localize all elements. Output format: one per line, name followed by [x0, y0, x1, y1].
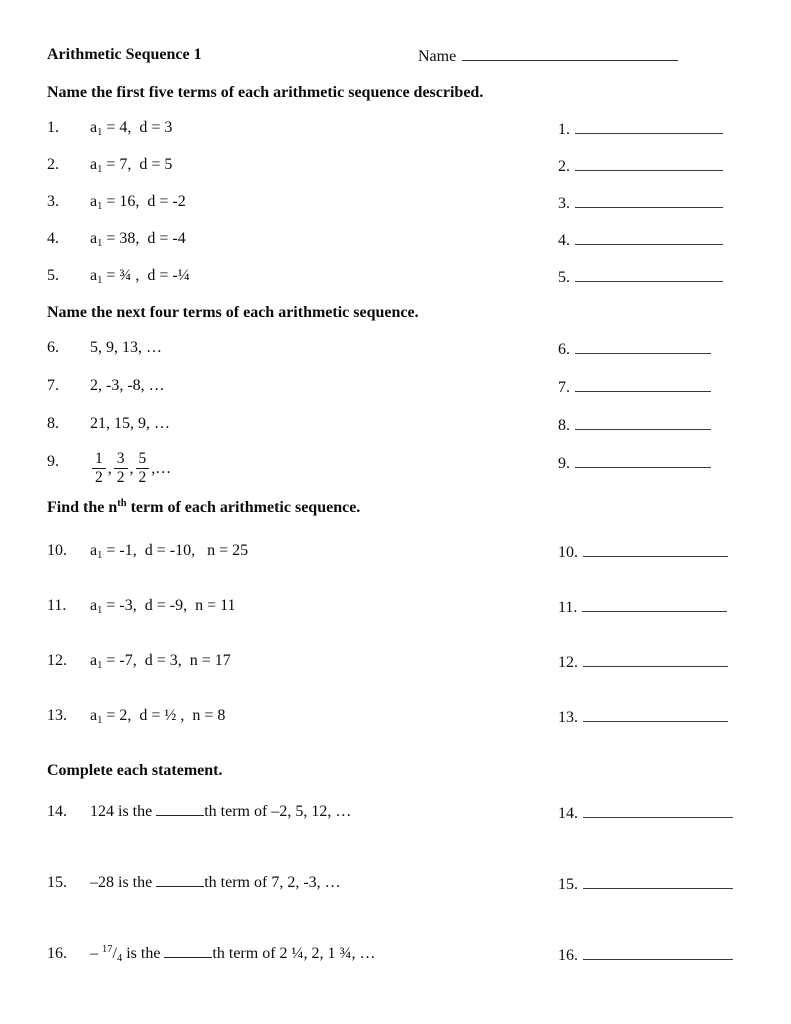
text-segment: Find the n	[47, 498, 118, 516]
text-segment: a	[90, 651, 98, 669]
problem-row	[47, 801, 771, 824]
problem-number: 10.	[47, 541, 67, 559]
problem-number: 4.	[47, 230, 59, 247]
answer-blank-line	[575, 337, 711, 354]
problem-row	[47, 154, 771, 177]
answer-blank-line	[575, 228, 723, 245]
problem-row	[47, 595, 771, 618]
problem	[47, 375, 558, 398]
answer-number: 16.	[558, 946, 578, 964]
problem-text	[90, 265, 190, 288]
section	[47, 82, 771, 288]
text-segment: 2, -3, -8, …	[90, 377, 165, 394]
text-segment: = 7, d = 5	[102, 156, 173, 173]
fill-in-blank	[164, 943, 212, 958]
worksheet-sections	[47, 82, 771, 966]
problem-row	[47, 943, 771, 966]
text-segment: ,	[107, 459, 112, 477]
text-segment: = -3, d = -9, n = 11	[102, 596, 236, 614]
text-segment: = 38, d = -4	[102, 230, 186, 247]
problem-text	[90, 337, 162, 360]
problem	[47, 154, 558, 177]
text-segment: a	[90, 156, 98, 173]
answer-blank-line	[583, 943, 733, 960]
problem	[47, 265, 558, 288]
answer-number: 5.	[558, 269, 570, 286]
problem-row	[47, 228, 771, 251]
answer-blank-line	[583, 540, 728, 557]
text-segment: –	[90, 944, 102, 962]
answer	[558, 540, 771, 563]
section-heading	[47, 497, 771, 518]
answer-number: 1.	[558, 121, 570, 138]
problem-text	[90, 413, 170, 436]
answer-number: 4.	[558, 232, 570, 249]
text-segment: 21, 15, 9, …	[90, 415, 170, 432]
answer	[558, 872, 771, 895]
text-segment: = 2, d = ½ , n = 8	[102, 706, 226, 724]
fraction-numerator: 3	[114, 451, 128, 469]
answer	[558, 265, 771, 288]
problem	[47, 413, 558, 436]
problem-row	[47, 872, 771, 895]
subscript: 1	[97, 201, 103, 212]
subscript: 1	[97, 659, 103, 671]
answer-number: 12.	[558, 653, 578, 671]
problem-text	[90, 943, 376, 966]
fraction-denominator: 2	[116, 469, 125, 487]
answer-number: 7.	[558, 379, 570, 396]
answer-blank-line	[582, 595, 727, 612]
problem	[47, 595, 558, 618]
section	[47, 497, 771, 728]
problem-row	[47, 451, 771, 487]
subscript: 1	[97, 238, 103, 249]
problem-text	[90, 595, 236, 618]
answer	[558, 228, 771, 251]
problem-number: 14.	[47, 802, 67, 820]
problem-number: 9.	[47, 453, 59, 470]
name-label: Name	[418, 48, 457, 65]
text-segment: = 4, d = 3	[102, 119, 173, 136]
problem-number: 2.	[47, 156, 59, 173]
answer	[558, 801, 771, 824]
problem	[47, 650, 558, 673]
answer-number: 14.	[558, 804, 578, 822]
answer-blank-line	[575, 191, 723, 208]
fraction	[114, 451, 128, 487]
answer	[558, 451, 771, 487]
answer-number: 6.	[558, 341, 570, 358]
answer-number: 13.	[558, 708, 578, 726]
problem-text	[90, 154, 172, 177]
section-heading	[47, 302, 771, 323]
answer-number: 2.	[558, 158, 570, 175]
text-segment: term of each arithmetic sequence.	[126, 498, 361, 516]
section	[47, 302, 771, 487]
text-segment: = 16, d = -2	[102, 193, 186, 210]
subscript: 1	[97, 164, 103, 175]
answer-blank-line	[575, 413, 711, 430]
problem	[47, 540, 558, 563]
name-field-group	[418, 44, 678, 67]
problem-row	[47, 650, 771, 673]
answer	[558, 705, 771, 728]
text-segment: Name the next four terms of each arithmetic sequence.	[47, 304, 419, 321]
answer-number: 10.	[558, 543, 578, 561]
superscript: th	[117, 497, 127, 509]
problem-text	[90, 117, 172, 140]
problem-number: 16.	[47, 944, 67, 962]
text-segment: = -7, d = 3, n = 17	[102, 651, 231, 669]
problem	[47, 943, 558, 966]
text-segment: a	[90, 267, 98, 284]
problem-row	[47, 337, 771, 360]
problem-row	[47, 705, 771, 728]
subscript: 1	[97, 604, 103, 616]
subscript: 1	[97, 549, 103, 561]
subscript: 4	[116, 952, 123, 964]
answer-blank-line	[575, 451, 711, 468]
answer-number: 15.	[558, 875, 578, 893]
answer-number: 9.	[558, 455, 570, 472]
section-heading	[47, 760, 771, 781]
answer-blank-line	[583, 650, 728, 667]
text-segment: th term of 2 ¼, 2, 1 ¾, …	[212, 944, 376, 962]
answer-number: 8.	[558, 417, 570, 434]
problem-number: 15.	[47, 873, 67, 891]
worksheet-header	[47, 44, 771, 65]
problem-number: 11.	[47, 596, 67, 614]
text-segment: a	[90, 193, 98, 210]
problem-number: 6.	[47, 339, 59, 356]
text-segment: 124 is the	[90, 802, 157, 820]
section-heading	[47, 82, 771, 103]
text-segment: ,…	[151, 459, 172, 477]
text-segment: a	[90, 119, 98, 136]
superscript: 17	[102, 943, 113, 955]
fraction	[136, 451, 150, 487]
answer-blank-line	[575, 117, 723, 134]
answer-blank-line	[583, 705, 728, 722]
section	[47, 760, 771, 966]
problem	[47, 228, 558, 251]
text-segment: ,	[129, 459, 134, 477]
answer	[558, 337, 771, 360]
problem-text	[90, 375, 165, 398]
problem-text	[90, 650, 231, 673]
fill-in-blank	[156, 801, 204, 816]
problem-number: 3.	[47, 193, 59, 210]
text-segment: 5, 9, 13, …	[90, 339, 162, 356]
text-segment: a	[90, 596, 98, 614]
problem-row	[47, 375, 771, 398]
answer-blank-line	[575, 154, 723, 171]
page-title: Arithmetic Sequence 1	[47, 46, 202, 63]
answer	[558, 943, 771, 966]
subscript: 1	[97, 275, 103, 286]
answer-number: 3.	[558, 195, 570, 212]
answer-number: 11.	[558, 598, 578, 616]
problem-number: 7.	[47, 377, 59, 394]
fraction-numerator: 1	[92, 451, 106, 469]
text-segment: Complete each statement.	[47, 761, 223, 779]
problem-number: 13.	[47, 706, 67, 724]
problem-number: 12.	[47, 651, 67, 669]
fraction-numerator: 5	[136, 451, 150, 469]
problem-row	[47, 265, 771, 288]
problem	[47, 191, 558, 214]
problem-text	[90, 451, 171, 487]
problem-number: 5.	[47, 267, 59, 284]
answer-blank-line	[583, 872, 733, 889]
text-segment: Name the first five terms of each arithmetic sequence described.	[47, 84, 484, 101]
text-segment: = ¾ , d = -¼	[102, 267, 190, 284]
answer	[558, 595, 771, 618]
problem	[47, 872, 558, 895]
answer	[558, 117, 771, 140]
problem	[47, 801, 558, 824]
name-blank-line	[462, 44, 678, 61]
fraction	[92, 451, 106, 487]
problem-number: 1.	[47, 119, 59, 136]
problem-row	[47, 540, 771, 563]
problem	[47, 705, 558, 728]
answer	[558, 154, 771, 177]
text-segment: a	[90, 541, 98, 559]
problem-row	[47, 117, 771, 140]
problem-text	[90, 540, 248, 563]
text-segment: /	[112, 944, 117, 962]
text-segment: –28 is the	[90, 873, 157, 891]
problem	[47, 117, 558, 140]
problem-text	[90, 191, 186, 214]
answer	[558, 650, 771, 673]
subscript: 1	[97, 714, 103, 726]
subscript: 1	[97, 127, 103, 138]
problem-text	[90, 228, 186, 251]
problem	[47, 337, 558, 360]
problem-number: 8.	[47, 415, 59, 432]
answer-blank-line	[575, 265, 723, 282]
answer	[558, 413, 771, 436]
problem-text	[90, 801, 351, 824]
problem-text	[90, 705, 225, 728]
text-segment: th term of 7, 2, -3, …	[204, 873, 341, 891]
text-segment: = -1, d = -10, n = 25	[102, 541, 249, 559]
answer	[558, 375, 771, 398]
problem-row	[47, 413, 771, 436]
fraction-denominator: 2	[138, 469, 147, 487]
fill-in-blank	[156, 872, 204, 887]
text-segment: is the	[122, 944, 165, 962]
text-segment: a	[90, 706, 98, 724]
problem	[47, 451, 558, 487]
text-segment: a	[90, 230, 98, 247]
answer-blank-line	[583, 801, 733, 818]
answer	[558, 191, 771, 214]
answer-blank-line	[575, 375, 711, 392]
problem-text	[90, 872, 341, 895]
problem-row	[47, 191, 771, 214]
fraction-denominator: 2	[95, 469, 103, 487]
text-segment: th term of –2, 5, 12, …	[204, 802, 352, 820]
